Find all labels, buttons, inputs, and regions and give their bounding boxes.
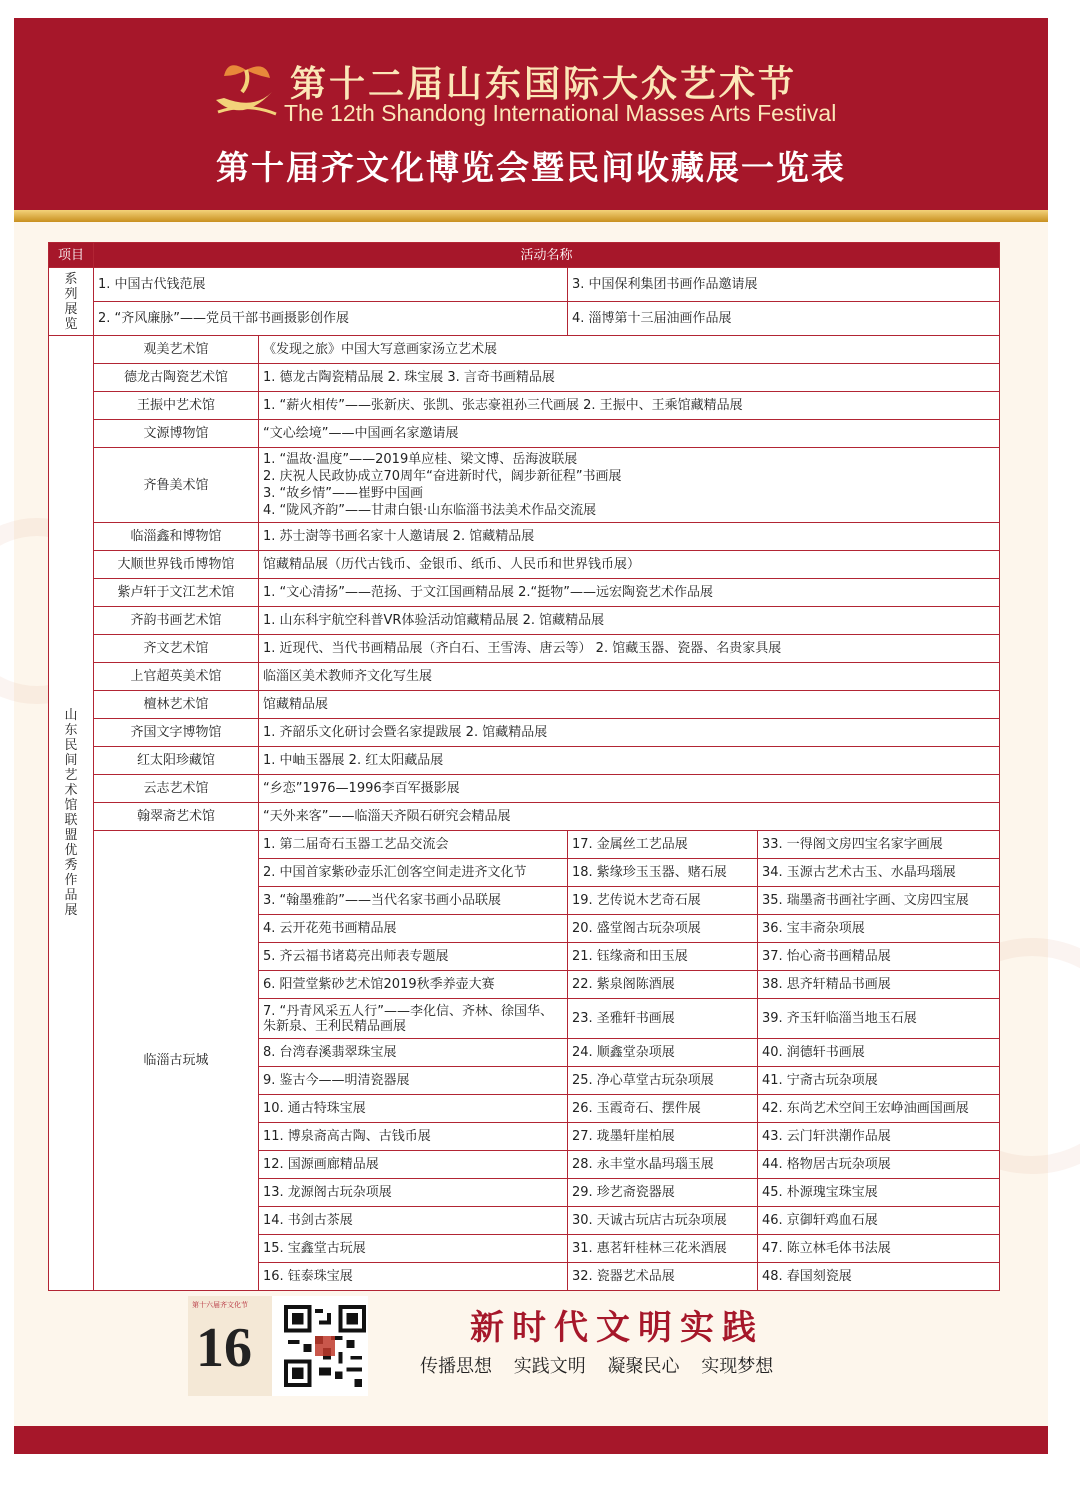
venue-activity: 馆藏精品展 <box>259 691 1000 719</box>
venue-activity: 1. 中岫玉器展 2. 红太阳藏品展 <box>259 747 1000 775</box>
festival-logo-icon <box>206 52 286 132</box>
antique-exhibit-item: 9. 鉴古今——明清瓷器展 <box>259 1067 568 1095</box>
promo-title: 第十六届齐文化节 <box>192 1301 248 1309</box>
antique-exhibit-item: 19. 艺传说木艺奇石展 <box>568 887 758 915</box>
table-row <box>49 551 1000 579</box>
venue-activity: “天外来客”——临淄天齐陨石研究会精品展 <box>259 803 1000 831</box>
antique-exhibit-item: 28. 永丰堂水晶玛瑙玉展 <box>568 1151 758 1179</box>
venue-activity: 1. 近现代、当代书画精品展（齐白石、王雪涛、唐云等） 2. 馆藏玉器、瓷器、名贵家具展 <box>259 635 1000 663</box>
table-header-row <box>49 243 1000 268</box>
antique-exhibit-item: 32. 瓷器艺术品展 <box>568 1263 758 1291</box>
venue-activity: 《发现之旅》中国大写意画家汤立艺术展 <box>259 336 1000 364</box>
series-item: 1. 中国古代钱范展 <box>94 268 568 302</box>
antique-exhibit-item: 33. 一得阁文房四宝名家字画展 <box>758 831 1000 859</box>
table-row <box>49 579 1000 607</box>
table-row <box>49 302 1000 336</box>
antique-exhibit-item: 20. 盛堂阁古玩杂项展 <box>568 915 758 943</box>
antique-exhibit-item: 39. 齐玉轩临淄当地玉石展 <box>758 999 1000 1039</box>
venue-name: 齐文艺术馆 <box>94 635 259 663</box>
antique-exhibit-item: 40. 润德轩书画展 <box>758 1039 1000 1067</box>
antique-exhibit-item: 38. 思齐轩精品书画展 <box>758 971 1000 999</box>
antique-exhibit-item: 2. 中国首家紫砂壶乐汇创客空间走进齐文化节 <box>259 859 568 887</box>
venue-activity: 1. 德龙古陶瓷精品展 2. 珠宝展 3. 言奇书画精品展 <box>259 364 1000 392</box>
antique-exhibit-item: 14. 书剑古茶展 <box>259 1207 568 1235</box>
antique-exhibit-item: 41. 宁斋古玩杂项展 <box>758 1067 1000 1095</box>
antique-exhibit-item: 3. “翰墨雅韵”——当代名家书画小品联展 <box>259 887 568 915</box>
slogan-heading: 新时代文明实践 <box>470 1308 764 1348</box>
venue-name: 齐鲁美术馆 <box>94 448 259 523</box>
venue-name: 文源博物馆 <box>94 420 259 448</box>
slogan-items <box>420 1352 789 1378</box>
antique-exhibit-item: 44. 格物居古玩杂项展 <box>758 1151 1000 1179</box>
table-row <box>49 635 1000 663</box>
table-row <box>49 336 1000 364</box>
antique-exhibit-item: 42. 东尚艺术空间王宏峥油画国画展 <box>758 1095 1000 1123</box>
slogan-item: 凝聚民心 <box>607 1356 680 1377</box>
venue-name: 紫卢轩于文江艺术馆 <box>94 579 259 607</box>
table-row <box>49 268 1000 302</box>
venue-activity: 馆藏精品展（历代古钱币、金银币、纸币、人民币和世界钱币展） <box>259 551 1000 579</box>
antique-exhibit-item: 36. 宝丰斋杂项展 <box>758 915 1000 943</box>
festival-title-cn: 第十二届山东国际大众艺术节 <box>290 63 798 105</box>
table-row <box>49 803 1000 831</box>
antique-exhibit-item: 4. 云开花苑书画精品展 <box>259 915 568 943</box>
table-row <box>49 448 1000 523</box>
antique-exhibit-item: 34. 玉源古艺术古玉、水晶玛瑙展 <box>758 859 1000 887</box>
header-gold-stripe <box>14 210 1048 222</box>
table-row <box>49 775 1000 803</box>
venue-activity: 1. 苏士澍等书画名家十人邀请展 2. 馆藏精品展 <box>259 523 1000 551</box>
promo-number: 16 <box>196 1317 252 1379</box>
antique-exhibit-item: 23. 圣雅轩书画展 <box>568 999 758 1039</box>
antique-exhibit-item: 37. 怡心斋书画精品展 <box>758 943 1000 971</box>
antique-exhibit-item: 5. 齐云福书诸葛亮出师表专题展 <box>259 943 568 971</box>
antique-exhibit-item: 1. 第二届奇石玉器工艺品交流会 <box>259 831 568 859</box>
antique-exhibit-item: 35. 瑞墨斋书画社字画、文房四宝展 <box>758 887 1000 915</box>
slogan-item: 传播思想 <box>420 1356 492 1377</box>
venue-name: 齐国文字博物馆 <box>94 719 259 747</box>
venue-name: 云志艺术馆 <box>94 775 259 803</box>
venue-name: 临淄鑫和博物馆 <box>94 523 259 551</box>
antique-exhibit-item: 21. 钰缘斋和田玉展 <box>568 943 758 971</box>
antique-exhibit-item: 16. 钰泰珠宝展 <box>259 1263 568 1291</box>
venue-activity-line: 4. “陇风齐韵”——甘肃白银·山东临淄书法美术作品交流展 <box>263 503 597 518</box>
footer-band <box>14 1426 1048 1454</box>
antique-exhibit-item: 11. 博泉斋高古陶、古钱币展 <box>259 1123 568 1151</box>
venue-name: 王振中艺术馆 <box>94 392 259 420</box>
table-row <box>49 663 1000 691</box>
column-header-activity: 活动名称 <box>94 243 1000 268</box>
series-label-cell <box>49 268 94 336</box>
venue-activity: “乡恋”1976—1996李百军摄影展 <box>259 775 1000 803</box>
festival-promo-card <box>188 1296 368 1396</box>
antique-exhibit-item: 18. 紫缘珍玉玉器、赌石展 <box>568 859 758 887</box>
table-row <box>49 719 1000 747</box>
venue-name: 翰翠斋艺术馆 <box>94 803 259 831</box>
slogan-item: 实践文明 <box>513 1356 586 1377</box>
table-row <box>49 747 1000 775</box>
antique-exhibit-item: 10. 通古特珠宝展 <box>259 1095 568 1123</box>
table-row <box>49 831 1000 859</box>
alliance-label-cell <box>49 336 94 1291</box>
venue-name: 上官超英美术馆 <box>94 663 259 691</box>
antique-exhibit-item: 48. 春国刻瓷展 <box>758 1263 1000 1291</box>
table-row <box>49 691 1000 719</box>
festival-16-poster-thumbnail <box>188 1296 272 1396</box>
table-row <box>49 523 1000 551</box>
series-item: 3. 中国保利集团书画作品邀请展 <box>568 268 1000 302</box>
antique-exhibit-item: 6. 阳萱堂紫砂艺术馆2019秋季养壶大赛 <box>259 971 568 999</box>
antique-exhibit-item: 26. 玉霞奇石、摆件展 <box>568 1095 758 1123</box>
header-banner <box>14 18 1048 210</box>
antique-exhibit-item: 12. 国源画廊精品展 <box>259 1151 568 1179</box>
alliance-label: 山东民间艺术馆联盟优秀作品展 <box>64 708 78 918</box>
antique-exhibit-item: 22. 紫泉阁陈酒展 <box>568 971 758 999</box>
venue-activity-line: 3. “故乡情”——崔野中国画 <box>263 486 424 501</box>
venue-activity <box>259 448 1000 523</box>
exhibition-table <box>48 242 1000 1291</box>
venue-name: 红太阳珍藏馆 <box>94 747 259 775</box>
antique-exhibit-item: 46. 京御轩鸡血石展 <box>758 1207 1000 1235</box>
antique-city-name: 临淄古玩城 <box>94 831 259 1291</box>
antique-exhibit-item: 24. 顺鑫堂杂项展 <box>568 1039 758 1067</box>
antique-exhibit-item: 8. 台湾春溪翡翠珠宝展 <box>259 1039 568 1067</box>
antique-exhibit-item: 30. 天诚古玩店古玩杂项展 <box>568 1207 758 1235</box>
series-item: 4. 淄博第十三届油画作品展 <box>568 302 1000 336</box>
venue-activity-line: 2. 庆祝人民政协成立70周年“奋进新时代，阔步新征程”书画展 <box>263 469 622 484</box>
table-row <box>49 392 1000 420</box>
antique-exhibit-item: 29. 珍艺斋瓷器展 <box>568 1179 758 1207</box>
column-header-item: 项目 <box>49 243 94 268</box>
venue-activity: 1. “文心清扬”——范扬、于文江国画精品展 2.“挺物”——远宏陶瓷艺术作品展 <box>259 579 1000 607</box>
series-label: 系列展览 <box>64 271 78 332</box>
antique-exhibit-item: 7. “丹青风采五人行”——李化信、齐林、徐国华、朱新泉、王利民精品画展 <box>259 999 568 1039</box>
table-row <box>49 607 1000 635</box>
antique-exhibit-item: 13. 龙源阁古玩杂项展 <box>259 1179 568 1207</box>
antique-exhibit-item: 15. 宝鑫堂古玩展 <box>259 1235 568 1263</box>
venue-activity: 1. “薪火相传”——张新庆、张凯、张志豪祖孙三代画展 2. 王振中、王乘馆藏精品展 <box>259 392 1000 420</box>
venue-activity: “文心绘境”——中国画名家邀请展 <box>259 420 1000 448</box>
antique-exhibit-item: 27. 珑墨轩崖柏展 <box>568 1123 758 1151</box>
table-row <box>49 420 1000 448</box>
venue-name: 大顺世界钱币博物馆 <box>94 551 259 579</box>
venue-activity-line: 1. “温故·温度”——2019单应桂、梁文博、岳海波联展 <box>263 452 578 467</box>
antique-exhibit-item: 43. 云门轩洪潮作品展 <box>758 1123 1000 1151</box>
venue-name: 齐韵书画艺术馆 <box>94 607 259 635</box>
festival-title-en: The 12th Shandong International Masses Arts Festival <box>284 100 837 126</box>
page-title: 第十届齐文化博览会暨民间收藏展一览表 <box>216 148 846 187</box>
venue-activity: 1. 齐韶乐文化研讨会暨名家提跋展 2. 馆藏精品展 <box>259 719 1000 747</box>
antique-exhibit-item: 47. 陈立林毛体书法展 <box>758 1235 1000 1263</box>
antique-exhibit-item: 17. 金属丝工艺品展 <box>568 831 758 859</box>
qr-code-icon <box>284 1302 366 1390</box>
antique-exhibit-item: 45. 朴源瑰宝珠宝展 <box>758 1179 1000 1207</box>
venue-activity: 临淄区美术教师齐文化写生展 <box>259 663 1000 691</box>
venue-name: 观美艺术馆 <box>94 336 259 364</box>
antique-exhibit-item: 25. 净心草堂古玩杂项展 <box>568 1067 758 1095</box>
venue-name: 德龙古陶瓷艺术馆 <box>94 364 259 392</box>
venue-name: 檀林艺术馆 <box>94 691 259 719</box>
slogan-item: 实现梦想 <box>701 1356 774 1377</box>
series-item: 2. “齐风廉脉”——党员干部书画摄影创作展 <box>94 302 568 336</box>
venue-activity: 1. 山东科宇航空科普VR体验活动馆藏精品展 2. 馆藏精品展 <box>259 607 1000 635</box>
antique-exhibit-item: 31. 惠茗轩桂林三花米酒展 <box>568 1235 758 1263</box>
table-row <box>49 364 1000 392</box>
